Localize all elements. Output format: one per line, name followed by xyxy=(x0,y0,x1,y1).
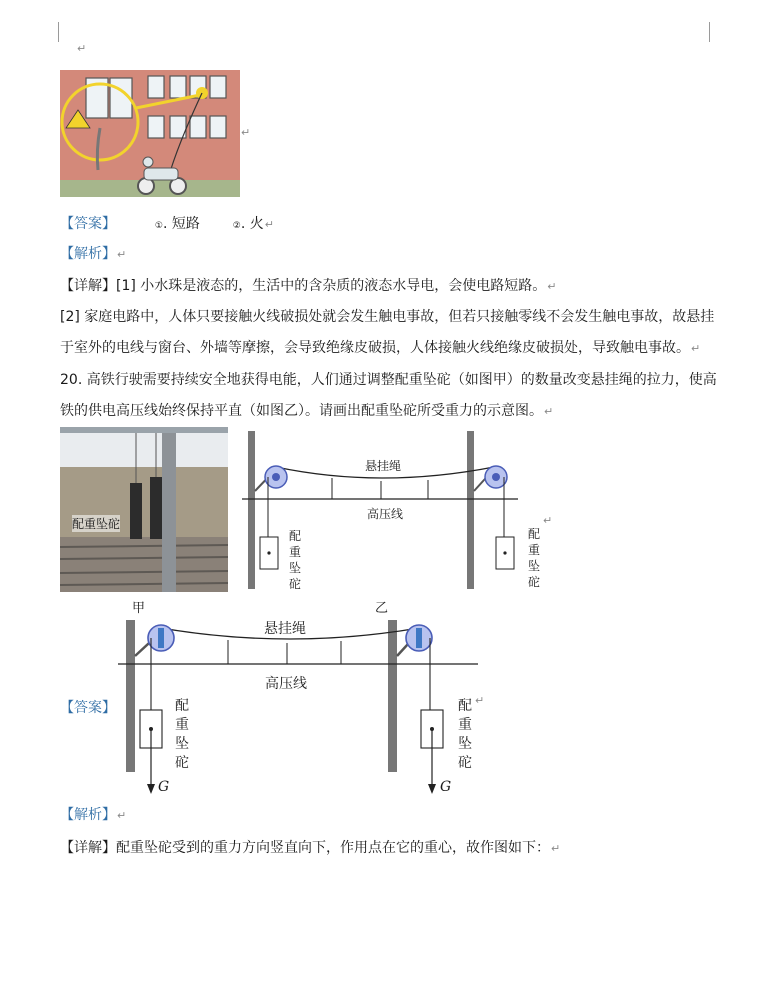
force-label-left: G xyxy=(158,779,170,795)
margin-mark-right xyxy=(709,22,710,42)
detail-text: [1] 小水珠是液态的，生活中的含杂质的液态水导电，会使电路短路。 xyxy=(116,278,547,294)
detail-tag: 【详解】 xyxy=(60,840,116,856)
figure-yi-caption: 乙 xyxy=(375,601,389,616)
answer-1-number: ① xyxy=(154,221,163,231)
margin-mark-left xyxy=(58,22,59,42)
q19-analysis-line: 【解析】↵ xyxy=(60,246,127,262)
house-wire-illustration xyxy=(60,70,240,197)
answer-2-number: ② xyxy=(232,221,241,231)
photo-label: 配重坠砣 xyxy=(72,517,121,531)
rope-label: 悬挂绳 xyxy=(365,459,402,473)
detail-text: 配重坠砣受到的重力方向竖直向下，作用点在它的重心，故作图如下： xyxy=(116,840,550,856)
q20-stem-line-1 xyxy=(60,370,717,390)
analysis-tag: 【解析】 xyxy=(60,246,116,262)
figure-jia-photo xyxy=(60,427,228,592)
q19-answer-line: 【答案】 ①. 短路 ②. 火↵ xyxy=(60,216,274,232)
question-stem: 铁的供电高压线始终保持平直（如图乙）。请画出配重坠砣所受重力的示意图。 xyxy=(60,403,543,419)
detail-text: [2] 家庭电路中，人体只要接触火线破损处就会发生触电事故，但若只接触零线不会发生触电事故，故悬挂 xyxy=(60,309,715,325)
analysis-tag: 【解析】 xyxy=(60,807,116,823)
answer-weight-label-right: 配 重 坠 砣 xyxy=(458,698,472,771)
q20-stem-line-2: 铁的供电高压线始终保持平直（如图乙）。请画出配重坠砣所受重力的示意图。↵ xyxy=(60,403,554,419)
q20-answer-tag: 【答案】 xyxy=(60,700,116,716)
answer-weight-label-left: 配 重 坠 砣 xyxy=(175,698,189,771)
answer-2: . 火 xyxy=(240,216,264,232)
wire-label: 高压线 xyxy=(367,507,404,521)
answer-1: . 短路 xyxy=(162,216,200,232)
q20-detail-line: 【详解】配重坠砣受到的重力方向竖直向下，作用点在它的重心，故作图如下：↵ xyxy=(60,840,561,856)
answer-diagram xyxy=(115,618,485,802)
weight-label-right: 配 重 坠 砣 xyxy=(528,527,541,589)
q19-detail-line-3: 于室外的电线与窗台、外墙等摩擦，会导致绝缘皮破损，人体接触火线绝缘皮破损处，导致触电事故。↵ xyxy=(60,340,701,356)
question-stem: 20. 高铁行驶需要持续安全地获得电能，人们通过调整配重坠砣（如图甲）的数量改变悬挂绳的拉力，使高 xyxy=(60,372,717,388)
figure-jia-caption: 甲 xyxy=(132,601,146,616)
answer-wire-label: 高压线 xyxy=(265,676,307,692)
paragraph-mark: ↵ xyxy=(475,694,485,707)
weight-label-left: 配 重 坠 砣 xyxy=(289,529,302,591)
answer-tag: 【答案】 xyxy=(60,216,116,232)
paragraph-mark: ↵ xyxy=(77,42,87,55)
q20-analysis-line: 【解析】↵ xyxy=(60,807,127,823)
q19-detail-line-2 xyxy=(60,307,714,327)
answer-rope-label: 悬挂绳 xyxy=(264,621,306,637)
force-label-right: G xyxy=(440,779,452,795)
q19-detail-line-1: 【详解】[1] 小水珠是液态的，生活中的含杂质的液态水导电，会使电路短路。↵ xyxy=(60,278,557,294)
detail-tag: 【详解】 xyxy=(60,278,116,294)
paragraph-mark: ↵ xyxy=(241,126,251,139)
detail-text: 于室外的电线与窗台、外墙等摩擦，会导致绝缘皮破损，人体接触火线绝缘皮破损处，导致触电事故。 xyxy=(60,340,690,356)
paragraph-mark: ↵ xyxy=(543,514,553,527)
